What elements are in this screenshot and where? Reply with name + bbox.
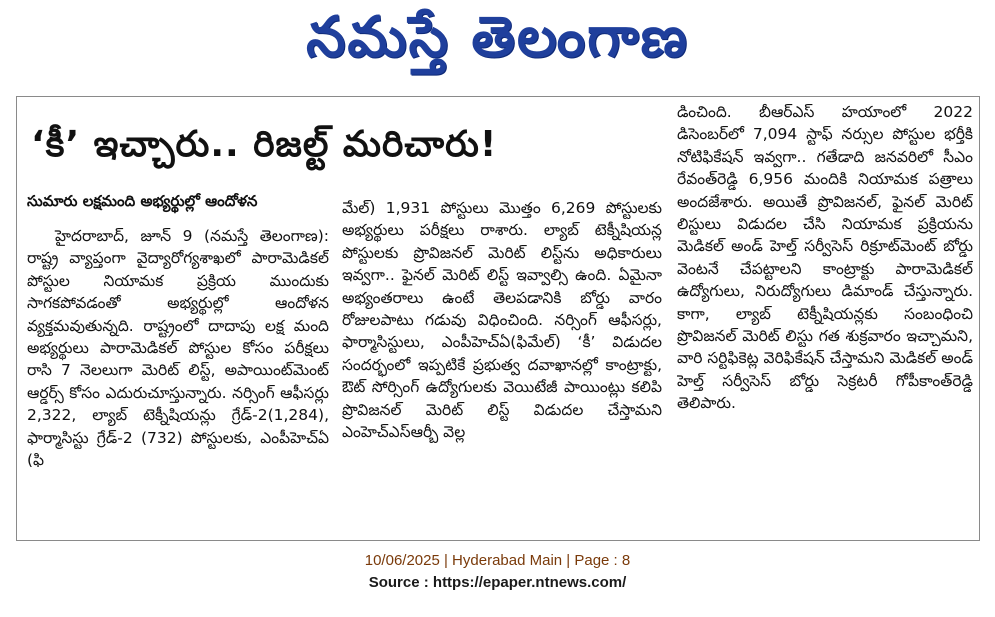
column-3-text: డించింది. బీఆర్ఎస్ హయాంలో 2022 డిసెంబర్‌లో 7,094 స్టాఫ్ నర్సుల పోస్టుల భర్తీకి నోటిఫికేషన్ ఇవ్వగా.. గతేడాది జనవరిలో సీఎం రేవంత్‌రెడ్డి 6,956 మందికి నియామక పత్రాలు అందజేశారు. అయితే ప్రొవిజనల్, ఫైనల్ మెరిట్ లిస్టులు విడుదల చేసి నియామక ప్రక్రియను మెడికల్ అండ్ హెల్త్ సర్వీసెస్ రిక్రూట్‌మెంట్ బోర్డు వెంటనే చేపట్టాలని కాంట్రాక్టు పారామెడికల్ ఉద్యోగులు, నిరుద్యోగులు డిమాండ్ చేస్తున్నారు. కాగా, ల్యాబ్ టెక్నీషియన్లకు సంబంధించి ప్రొవిజనల్ మెరిట్ లిస్టు గత శుక్రవారం ఇచ్చామని, వారి సర్టిఫికెట్ల వెరిఫికేషన్ చేస్తామని మెడికల్ అండ్ హెల్త్ సర్వీసెస్ బోర్డు సెక్రటరీ గోపీకాంత్‌రెడ్డి తెలిపారు.	[677, 103, 973, 413]
article-clipping	[16, 96, 980, 541]
article-column-1	[27, 197, 329, 522]
page-footer	[0, 550, 995, 594]
newspaper-logo: నమస్తే తెలంగాణ	[306, 4, 689, 70]
edition-info: 10/06/2025 | Hyderabad Main | Page : 8	[364, 552, 631, 569]
column-1-text: హైదరాబాద్, జూన్ 9 (నమస్తే తెలంగాణ): రాష్ట్ర వ్యాప్తంగా వైద్యారోగ్యశాఖలో పారామెడికల్ పోస్టుల నియామక ప్రక్రియ ముందుకు సాగకపోవడంతో అభ్యర్థుల్లో ఆందోళన వ్యక్తమవుతున్నది. రాష్ట్రంలో దాదాపు లక్ష మంది అభ్యర్థులు పారామెడికల్ పోస్టుల కోసం పరీక్షలు రాసి 7 నెలలుగా మెరిట్ లిస్ట్, అపాయింట్‌మెంట్ ఆర్డర్స్ కోసం ఎదురుచూస్తున్నారు. నర్సింగ్ ఆఫీసర్లు 2,322, ల్యాబ్ టెక్నీషియన్లు గ్రేడ్-2(1,284), ఫార్మాసిస్టు గ్రేడ్-2 (732) పోస్టులకు, ఎంపీహెచ్‌ఏ (ఫి	[27, 227, 329, 470]
article-column-2	[342, 197, 662, 522]
masthead	[0, 0, 995, 88]
article-column-3	[677, 101, 973, 531]
column-2-text: మేల్) 1,931 పోస్టులు మొత్తం 6,269 పోస్టులకు అభ్యర్థులు పరీక్షలు రాశారు. ల్యాబ్ టెక్నీషియన్ల పోస్టులకు ప్రొవిజనల్ మెరిట్ లిస్ట్‌ను అధికారులు ఇవ్వగా.. ఫైనల్ మెరిట్ లిస్ట్ ఇవ్వాల్సి ఉంది. ఏమైనా అభ్యంతరాలు ఉంటే తెలపడానికి బోర్డు వారం రోజులపాటు గడువు విధించింది. నర్సింగ్ ఆఫీసర్లు, ఫార్మాసిస్టులు, ఎంపీహెచ్‌ఏ(ఫిమేల్) ‘కీ’ విడుదల సందర్భంలో ఇప్పటికే ప్రభుత్వ దవాఖానల్లో కాంట్రాక్టు, ఔట్ సోర్సింగ్ ఉద్యోగులకు వెయిటేజీ పాయింట్లు కలిపి ప్రొవిజనల్ మెరిట్ లిస్ట్ విడుదల చేస్తామని ఎంహెచ్ఎస్ఆర్బీ వెల్ల	[342, 199, 662, 442]
article-headline: ‘కీ’ ఇచ్చారు.. రిజల్ట్ మరిచారు!	[31, 124, 498, 165]
article-subheadline: సుమారు లక్షమంది అభ్యర్థుల్లో ఆందోళన	[27, 192, 258, 210]
source-link[interactable]: Source : https://epaper.ntnews.com/	[368, 574, 627, 591]
